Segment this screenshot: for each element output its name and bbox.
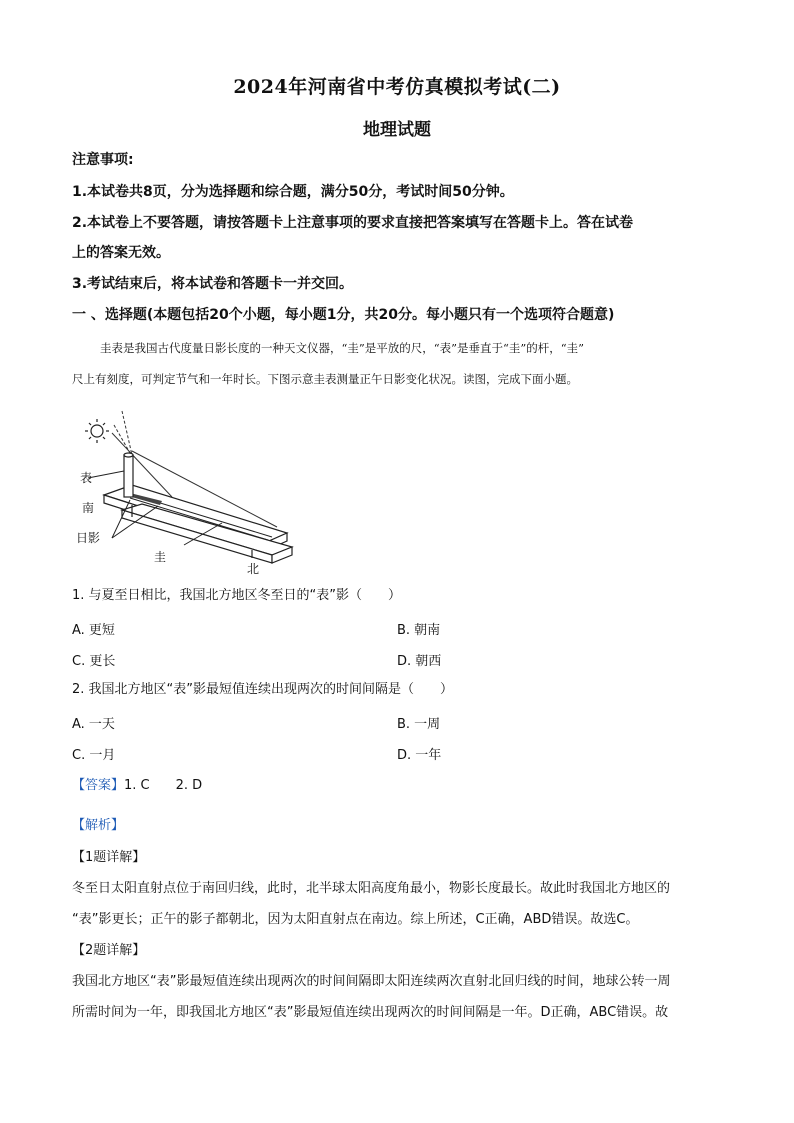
label-riying: 日影 [76, 531, 101, 545]
notice-item-2: 2.本试卷上不要答题，请按答题卡上注意事项的要求直接把答案填写在答题卡上。答在试卷 [72, 215, 634, 231]
label-nan: 南 [82, 501, 95, 515]
answer-text: 1. C 2. D [124, 778, 203, 793]
question-2-stem: 2. 我国北方地区“表”影最短值连续出现两次的时间间隔是（ ） [72, 682, 454, 697]
question-1-option-c[interactable]: C. 更长 [72, 654, 116, 669]
question-1-stem: 1. 与夏至日相比，我国北方地区冬至日的“表”影（ ） [72, 588, 402, 603]
question-2-option-b[interactable]: B. 一周 [397, 717, 441, 732]
section-title: 一 、选择题(本题包括20个小题，每小题1分，共20分。每小题只有一个选项符合题意) [72, 307, 615, 323]
analysis-q2-tag: 【2题详解】 [72, 943, 146, 958]
gnomon-figure [72, 405, 312, 580]
analysis-q1-tag: 【1题详解】 [72, 850, 146, 865]
exam-subtitle: 地理试题 [363, 120, 431, 140]
question-2-option-c[interactable]: C. 一月 [72, 748, 116, 763]
notice-heading: 注意事项: [72, 152, 134, 168]
question-1-option-a[interactable]: A. 更短 [72, 623, 115, 638]
answer-tag: 【答案】 [72, 778, 125, 793]
passage-line-1: 圭表是我国古代度量日影长度的一种天文仪器，“圭”是平放的尺，“表”是垂直于“圭”的杆，“圭” [100, 341, 585, 355]
notice-item-1: 1.本试卷共8页，分为选择题和综合题，满分50分，考试时间50分钟。 [72, 184, 514, 200]
notice-item-3: 3.考试结束后，将本试卷和答题卡一并交回。 [72, 276, 354, 292]
analysis-q1-line-2: “表”影更长；正午的影子都朝北，因为太阳直射点在南边。综上所述，C正确，ABD错误。故选C。 [72, 912, 639, 927]
answer-row [72, 775, 724, 796]
passage-line-2: 尺上有刻度，可判定节气和一年时长。下图示意圭表测量正午日影变化状况。读图，完成下面小题。 [72, 372, 578, 386]
notice-item-2-cont: 上的答案无效。 [72, 245, 170, 261]
label-bei: 北 [247, 562, 260, 576]
question-2-option-a[interactable]: A. 一天 [72, 717, 115, 732]
question-1-option-b[interactable]: B. 朝南 [397, 623, 441, 638]
label-biao: 表 [80, 471, 93, 485]
gnomon-diagram [72, 405, 312, 580]
question-1-option-d[interactable]: D. 朝西 [397, 654, 442, 669]
label-gui: 圭 [154, 550, 167, 564]
analysis-q1-line-1: 冬至日太阳直射点位于南回归线，此时，北半球太阳高度角最小，物影长度最长。故此时我国北方地区的 [72, 881, 671, 896]
analysis-q2-line-2: 所需时间为一年，即我国北方地区“表”影最短值连续出现两次的时间间隔是一年。D正确，ABC错误。故 [72, 1005, 669, 1020]
sun-icon [85, 419, 109, 443]
exam-title: 2024年河南省中考仿真模拟考试(二) [233, 76, 561, 98]
question-2-option-d[interactable]: D. 一年 [397, 748, 442, 763]
analysis-q2-line-1: 我国北方地区“表”影最短值连续出现两次的时间间隔即太阳连续两次直射北回归线的时间，地球公转一周 [72, 974, 671, 989]
analysis-tag: 【解析】 [72, 818, 125, 833]
